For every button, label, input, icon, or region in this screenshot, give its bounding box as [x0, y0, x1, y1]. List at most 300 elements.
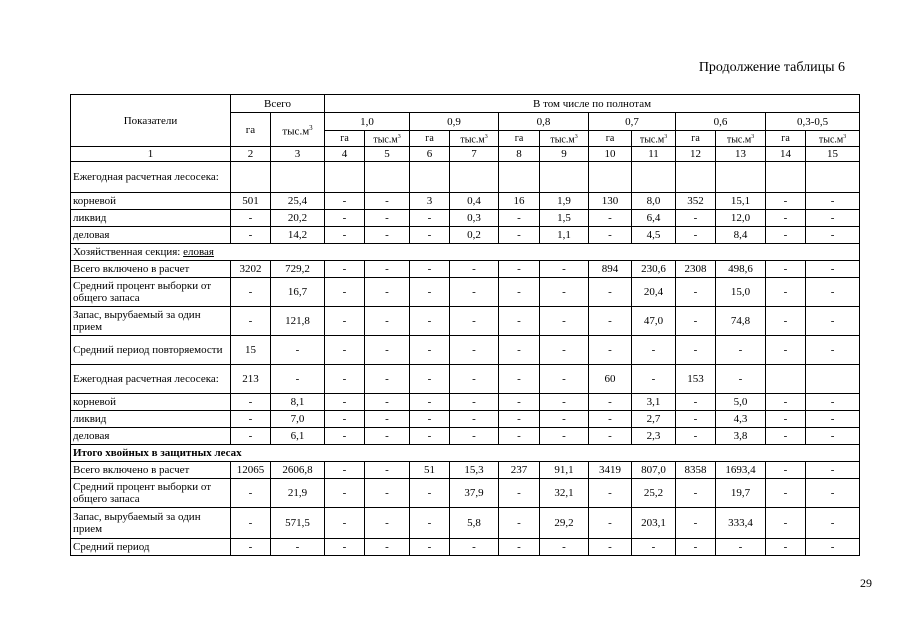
unit-ha: га [766, 131, 806, 147]
column-number: 11 [632, 147, 676, 162]
cell: 16,7 [271, 278, 325, 307]
density-0-7: 0,7 [589, 113, 676, 131]
unit-ha: га [410, 131, 450, 147]
cell: 2,7 [632, 411, 676, 428]
cell: - [499, 278, 540, 307]
table-caption: Продолжение таблицы 6 [698, 60, 845, 75]
cell: 12,0 [716, 210, 766, 227]
column-number: 5 [365, 147, 410, 162]
cell: - [325, 261, 365, 278]
cell: - [231, 210, 271, 227]
cell: - [676, 307, 716, 336]
cell: 2308 [676, 261, 716, 278]
cell: - [410, 394, 450, 411]
column-number: 2 [231, 147, 271, 162]
cell: - [806, 227, 860, 244]
cell: 8358 [676, 462, 716, 479]
cell: 6,1 [271, 428, 325, 445]
cell: - [766, 278, 806, 307]
cell: 153 [676, 365, 716, 394]
cell: 213 [231, 365, 271, 394]
cell: - [231, 508, 271, 539]
cell: - [806, 307, 860, 336]
cell: - [806, 462, 860, 479]
cell: - [589, 307, 632, 336]
cell: 501 [231, 193, 271, 210]
cell: 15,3 [450, 462, 499, 479]
cell: - [410, 227, 450, 244]
unit-m3: $тыс.м^3$ [450, 131, 499, 147]
cell: - [540, 394, 589, 411]
table-row [71, 539, 860, 556]
cell: 8,4 [716, 227, 766, 244]
cell: - [806, 278, 860, 307]
cell [676, 162, 716, 193]
cell: - [589, 508, 632, 539]
cell: 807,0 [632, 462, 676, 479]
density-header: В том числе по полнотам [325, 95, 860, 113]
cell: - [589, 227, 632, 244]
cell: 0,2 [450, 227, 499, 244]
cell [325, 162, 365, 193]
cell: - [365, 227, 410, 244]
cell: 6,4 [632, 210, 676, 227]
cell: - [365, 508, 410, 539]
indicators-header: Показатели [71, 95, 231, 147]
table-row [71, 193, 860, 210]
cell: 3202 [231, 261, 271, 278]
density-0-6: 0,6 [676, 113, 766, 131]
cell: - [676, 278, 716, 307]
cell: - [365, 365, 410, 394]
cell: - [676, 479, 716, 508]
row-label: корневой [71, 394, 231, 411]
header-row [71, 95, 860, 113]
unit-m3: $тыс.м^3$ [716, 131, 766, 147]
row-label: Запас, вырубаемый за один прием [71, 508, 231, 539]
cell: - [806, 411, 860, 428]
column-number: 15 [806, 147, 860, 162]
row-label: Ежегодная расчетная лесосека: [71, 365, 231, 394]
cell: - [325, 539, 365, 556]
density-1-0: 1,0 [325, 113, 410, 131]
cell: 894 [589, 261, 632, 278]
row-label: Запас, вырубаемый за один прием [71, 307, 231, 336]
cell: 1,1 [540, 227, 589, 244]
cell: 7,0 [271, 411, 325, 428]
cell: - [806, 336, 860, 365]
cell: - [676, 539, 716, 556]
cell: - [450, 539, 499, 556]
cell: 20,2 [271, 210, 325, 227]
forest-table [70, 94, 860, 556]
cell: - [410, 411, 450, 428]
cell: - [806, 193, 860, 210]
table-row [71, 336, 860, 365]
cell [806, 162, 860, 193]
table-row [71, 394, 860, 411]
cell: - [766, 336, 806, 365]
cell: 25,2 [632, 479, 676, 508]
cell: - [540, 428, 589, 445]
cell: - [676, 227, 716, 244]
column-number: 14 [766, 147, 806, 162]
table-row [71, 428, 860, 445]
cell: - [450, 411, 499, 428]
section-row [71, 244, 860, 261]
cell: - [365, 411, 410, 428]
cell: 37,9 [450, 479, 499, 508]
cell: - [540, 261, 589, 278]
cell: - [676, 336, 716, 365]
row-label: Ежегодная расчетная лесосека: [71, 162, 231, 193]
unit-ha: га [676, 131, 716, 147]
cell: - [450, 365, 499, 394]
table-row [71, 227, 860, 244]
cell: - [365, 278, 410, 307]
cell: - [766, 479, 806, 508]
section-row [71, 445, 860, 462]
cell: - [589, 210, 632, 227]
row-label: ликвид [71, 411, 231, 428]
cell: - [589, 539, 632, 556]
cell: 25,4 [271, 193, 325, 210]
cell [806, 365, 860, 394]
table-row [71, 261, 860, 278]
column-number: 3 [271, 147, 325, 162]
column-number: 13 [716, 147, 766, 162]
table-row [71, 210, 860, 227]
cell: - [499, 411, 540, 428]
cell: - [231, 307, 271, 336]
cell: - [766, 210, 806, 227]
column-number: 4 [325, 147, 365, 162]
cell: - [632, 365, 676, 394]
cell: - [589, 394, 632, 411]
cell: 16 [499, 193, 540, 210]
cell: - [766, 394, 806, 411]
unit-m3: $тыс.м^3$ [632, 131, 676, 147]
cell: - [499, 307, 540, 336]
table-row [71, 278, 860, 307]
cell: - [589, 479, 632, 508]
cell: 5,0 [716, 394, 766, 411]
column-number: 6 [410, 147, 450, 162]
cell: 4,5 [632, 227, 676, 244]
cell: - [231, 539, 271, 556]
table-row [71, 479, 860, 508]
row-label: Средний период повторяемости [71, 336, 231, 365]
cell: 3,8 [716, 428, 766, 445]
unit-ha: га [499, 131, 540, 147]
column-number: 1 [71, 147, 231, 162]
cell [450, 162, 499, 193]
cell: - [325, 193, 365, 210]
cell: - [499, 539, 540, 556]
cell: - [325, 278, 365, 307]
cell: 230,6 [632, 261, 676, 278]
cell: - [450, 428, 499, 445]
cell [231, 162, 271, 193]
cell: - [676, 210, 716, 227]
cell: - [231, 479, 271, 508]
cell: - [450, 336, 499, 365]
cell: - [766, 508, 806, 539]
cell: 121,8 [271, 307, 325, 336]
cell: - [365, 261, 410, 278]
cell: 3 [410, 193, 450, 210]
cell: 333,4 [716, 508, 766, 539]
cell: - [806, 539, 860, 556]
cell: - [365, 479, 410, 508]
cell: 3419 [589, 462, 632, 479]
cell: 352 [676, 193, 716, 210]
row-label: Всего включено в расчет [71, 261, 231, 278]
cell: - [806, 394, 860, 411]
cell: - [325, 462, 365, 479]
cell: 21,9 [271, 479, 325, 508]
cell: - [325, 210, 365, 227]
cell: - [231, 227, 271, 244]
cell: - [410, 479, 450, 508]
column-number: 12 [676, 147, 716, 162]
cell [632, 162, 676, 193]
cell: - [499, 261, 540, 278]
cell: 5,8 [450, 508, 499, 539]
cell: - [410, 428, 450, 445]
row-label: Средний процент выборки от общего запаса [71, 278, 231, 307]
cell: 0,3 [450, 210, 499, 227]
cell: - [365, 539, 410, 556]
cell: 20,4 [632, 278, 676, 307]
cell: 130 [589, 193, 632, 210]
column-number: 8 [499, 147, 540, 162]
cell: - [231, 394, 271, 411]
cell: - [540, 411, 589, 428]
cell: - [806, 210, 860, 227]
cell: 15,0 [716, 278, 766, 307]
unit-m3: $тыс.м^3$ [540, 131, 589, 147]
column-number: 9 [540, 147, 589, 162]
cell: 4,3 [716, 411, 766, 428]
cell: - [410, 210, 450, 227]
table-row [71, 307, 860, 336]
cell: - [365, 336, 410, 365]
cell: - [540, 365, 589, 394]
cell: - [325, 428, 365, 445]
cell: - [450, 307, 499, 336]
cell: 8,1 [271, 394, 325, 411]
unit-ha: га [325, 131, 365, 147]
cell: 91,1 [540, 462, 589, 479]
cell: - [365, 462, 410, 479]
cell: - [716, 539, 766, 556]
page-number: 29 [860, 576, 872, 590]
cell: 15 [231, 336, 271, 365]
cell: - [676, 508, 716, 539]
cell: - [410, 336, 450, 365]
table-row [71, 508, 860, 539]
cell [716, 162, 766, 193]
cell: 571,5 [271, 508, 325, 539]
cell: - [499, 394, 540, 411]
cell: - [766, 428, 806, 445]
cell [365, 162, 410, 193]
cell: 498,6 [716, 261, 766, 278]
cell: 14,2 [271, 227, 325, 244]
cell: 729,2 [271, 261, 325, 278]
cell: - [676, 428, 716, 445]
cell: - [410, 278, 450, 307]
cell: - [766, 462, 806, 479]
cell: 29,2 [540, 508, 589, 539]
cell [410, 162, 450, 193]
total-ha-header: га [231, 113, 271, 147]
cell: - [410, 365, 450, 394]
row-label: Всего включено в расчет [71, 462, 231, 479]
cell: - [325, 365, 365, 394]
cell: - [365, 193, 410, 210]
cell: - [632, 539, 676, 556]
cell: - [589, 428, 632, 445]
row-label: ликвид [71, 210, 231, 227]
column-number: 10 [589, 147, 632, 162]
cell: - [540, 539, 589, 556]
cell: - [540, 278, 589, 307]
cell: - [499, 365, 540, 394]
total-m3-header: $тыс.м^3$ [271, 113, 325, 147]
table-row [71, 462, 860, 479]
cell: - [806, 261, 860, 278]
cell: - [806, 428, 860, 445]
row-label: Средний период [71, 539, 231, 556]
cell: - [766, 307, 806, 336]
cell [271, 162, 325, 193]
cell [766, 365, 806, 394]
cell: - [632, 336, 676, 365]
density-0-3-0-5: 0,3-0,5 [766, 113, 860, 131]
cell: - [450, 278, 499, 307]
cell: - [410, 508, 450, 539]
cell: 60 [589, 365, 632, 394]
cell: 2,3 [632, 428, 676, 445]
table-row [71, 162, 860, 193]
cell: - [766, 193, 806, 210]
cell [766, 162, 806, 193]
density-0-9: 0,9 [410, 113, 499, 131]
cell: - [271, 539, 325, 556]
row-label: деловая [71, 428, 231, 445]
cell: - [499, 428, 540, 445]
cell: 203,1 [632, 508, 676, 539]
cell: - [365, 394, 410, 411]
cell: 2606,8 [271, 462, 325, 479]
cell: 0,4 [450, 193, 499, 210]
cell: - [676, 394, 716, 411]
cell: - [365, 307, 410, 336]
cell: 8,0 [632, 193, 676, 210]
cell: - [410, 539, 450, 556]
cell: - [766, 227, 806, 244]
cell: - [231, 411, 271, 428]
cell: - [231, 278, 271, 307]
cell: - [716, 365, 766, 394]
cell: - [325, 394, 365, 411]
column-number: 7 [450, 147, 499, 162]
cell: 32,1 [540, 479, 589, 508]
cell: 74,8 [716, 307, 766, 336]
unit-m3: $тыс.м^3$ [806, 131, 860, 147]
cell: - [589, 278, 632, 307]
cell: - [499, 479, 540, 508]
density-0-8: 0,8 [499, 113, 589, 131]
cell: - [589, 411, 632, 428]
cell: - [271, 336, 325, 365]
total-header: Всего [231, 95, 325, 113]
cell: - [410, 261, 450, 278]
cell: - [325, 227, 365, 244]
unit-ha: га [589, 131, 632, 147]
row-label: Средний процент выборки от общего запаса [71, 479, 231, 508]
cell: - [499, 336, 540, 365]
cell: - [325, 508, 365, 539]
cell: - [410, 307, 450, 336]
cell: 1693,4 [716, 462, 766, 479]
cell: - [806, 508, 860, 539]
cell: - [325, 307, 365, 336]
cell: - [766, 261, 806, 278]
cell: - [766, 539, 806, 556]
section-title: Хозяйственная секция: еловая [71, 244, 860, 261]
cell: 19,7 [716, 479, 766, 508]
cell: - [499, 227, 540, 244]
cell: 1,9 [540, 193, 589, 210]
cell: 1,5 [540, 210, 589, 227]
cell: - [589, 336, 632, 365]
table-row [71, 365, 860, 394]
table-row [71, 411, 860, 428]
cell: - [325, 411, 365, 428]
cell: - [499, 508, 540, 539]
cell: 51 [410, 462, 450, 479]
row-label: деловая [71, 227, 231, 244]
cell: - [540, 307, 589, 336]
cell [540, 162, 589, 193]
cell: - [271, 365, 325, 394]
cell: - [806, 479, 860, 508]
cell: - [450, 261, 499, 278]
cell: - [325, 479, 365, 508]
cell: - [716, 336, 766, 365]
unit-m3: $тыс.м^3$ [365, 131, 410, 147]
cell: - [365, 428, 410, 445]
cell: - [676, 411, 716, 428]
cell: 47,0 [632, 307, 676, 336]
cell: - [450, 394, 499, 411]
cell: - [365, 210, 410, 227]
cell: - [540, 336, 589, 365]
cell: - [231, 428, 271, 445]
cell: - [499, 210, 540, 227]
cell: - [325, 336, 365, 365]
row-label: корневой [71, 193, 231, 210]
cell: - [766, 411, 806, 428]
section-title: Итого хвойных в защитных лесах [71, 445, 860, 462]
cell: 3,1 [632, 394, 676, 411]
column-numbers-row [71, 147, 860, 162]
cell [589, 162, 632, 193]
cell [499, 162, 540, 193]
